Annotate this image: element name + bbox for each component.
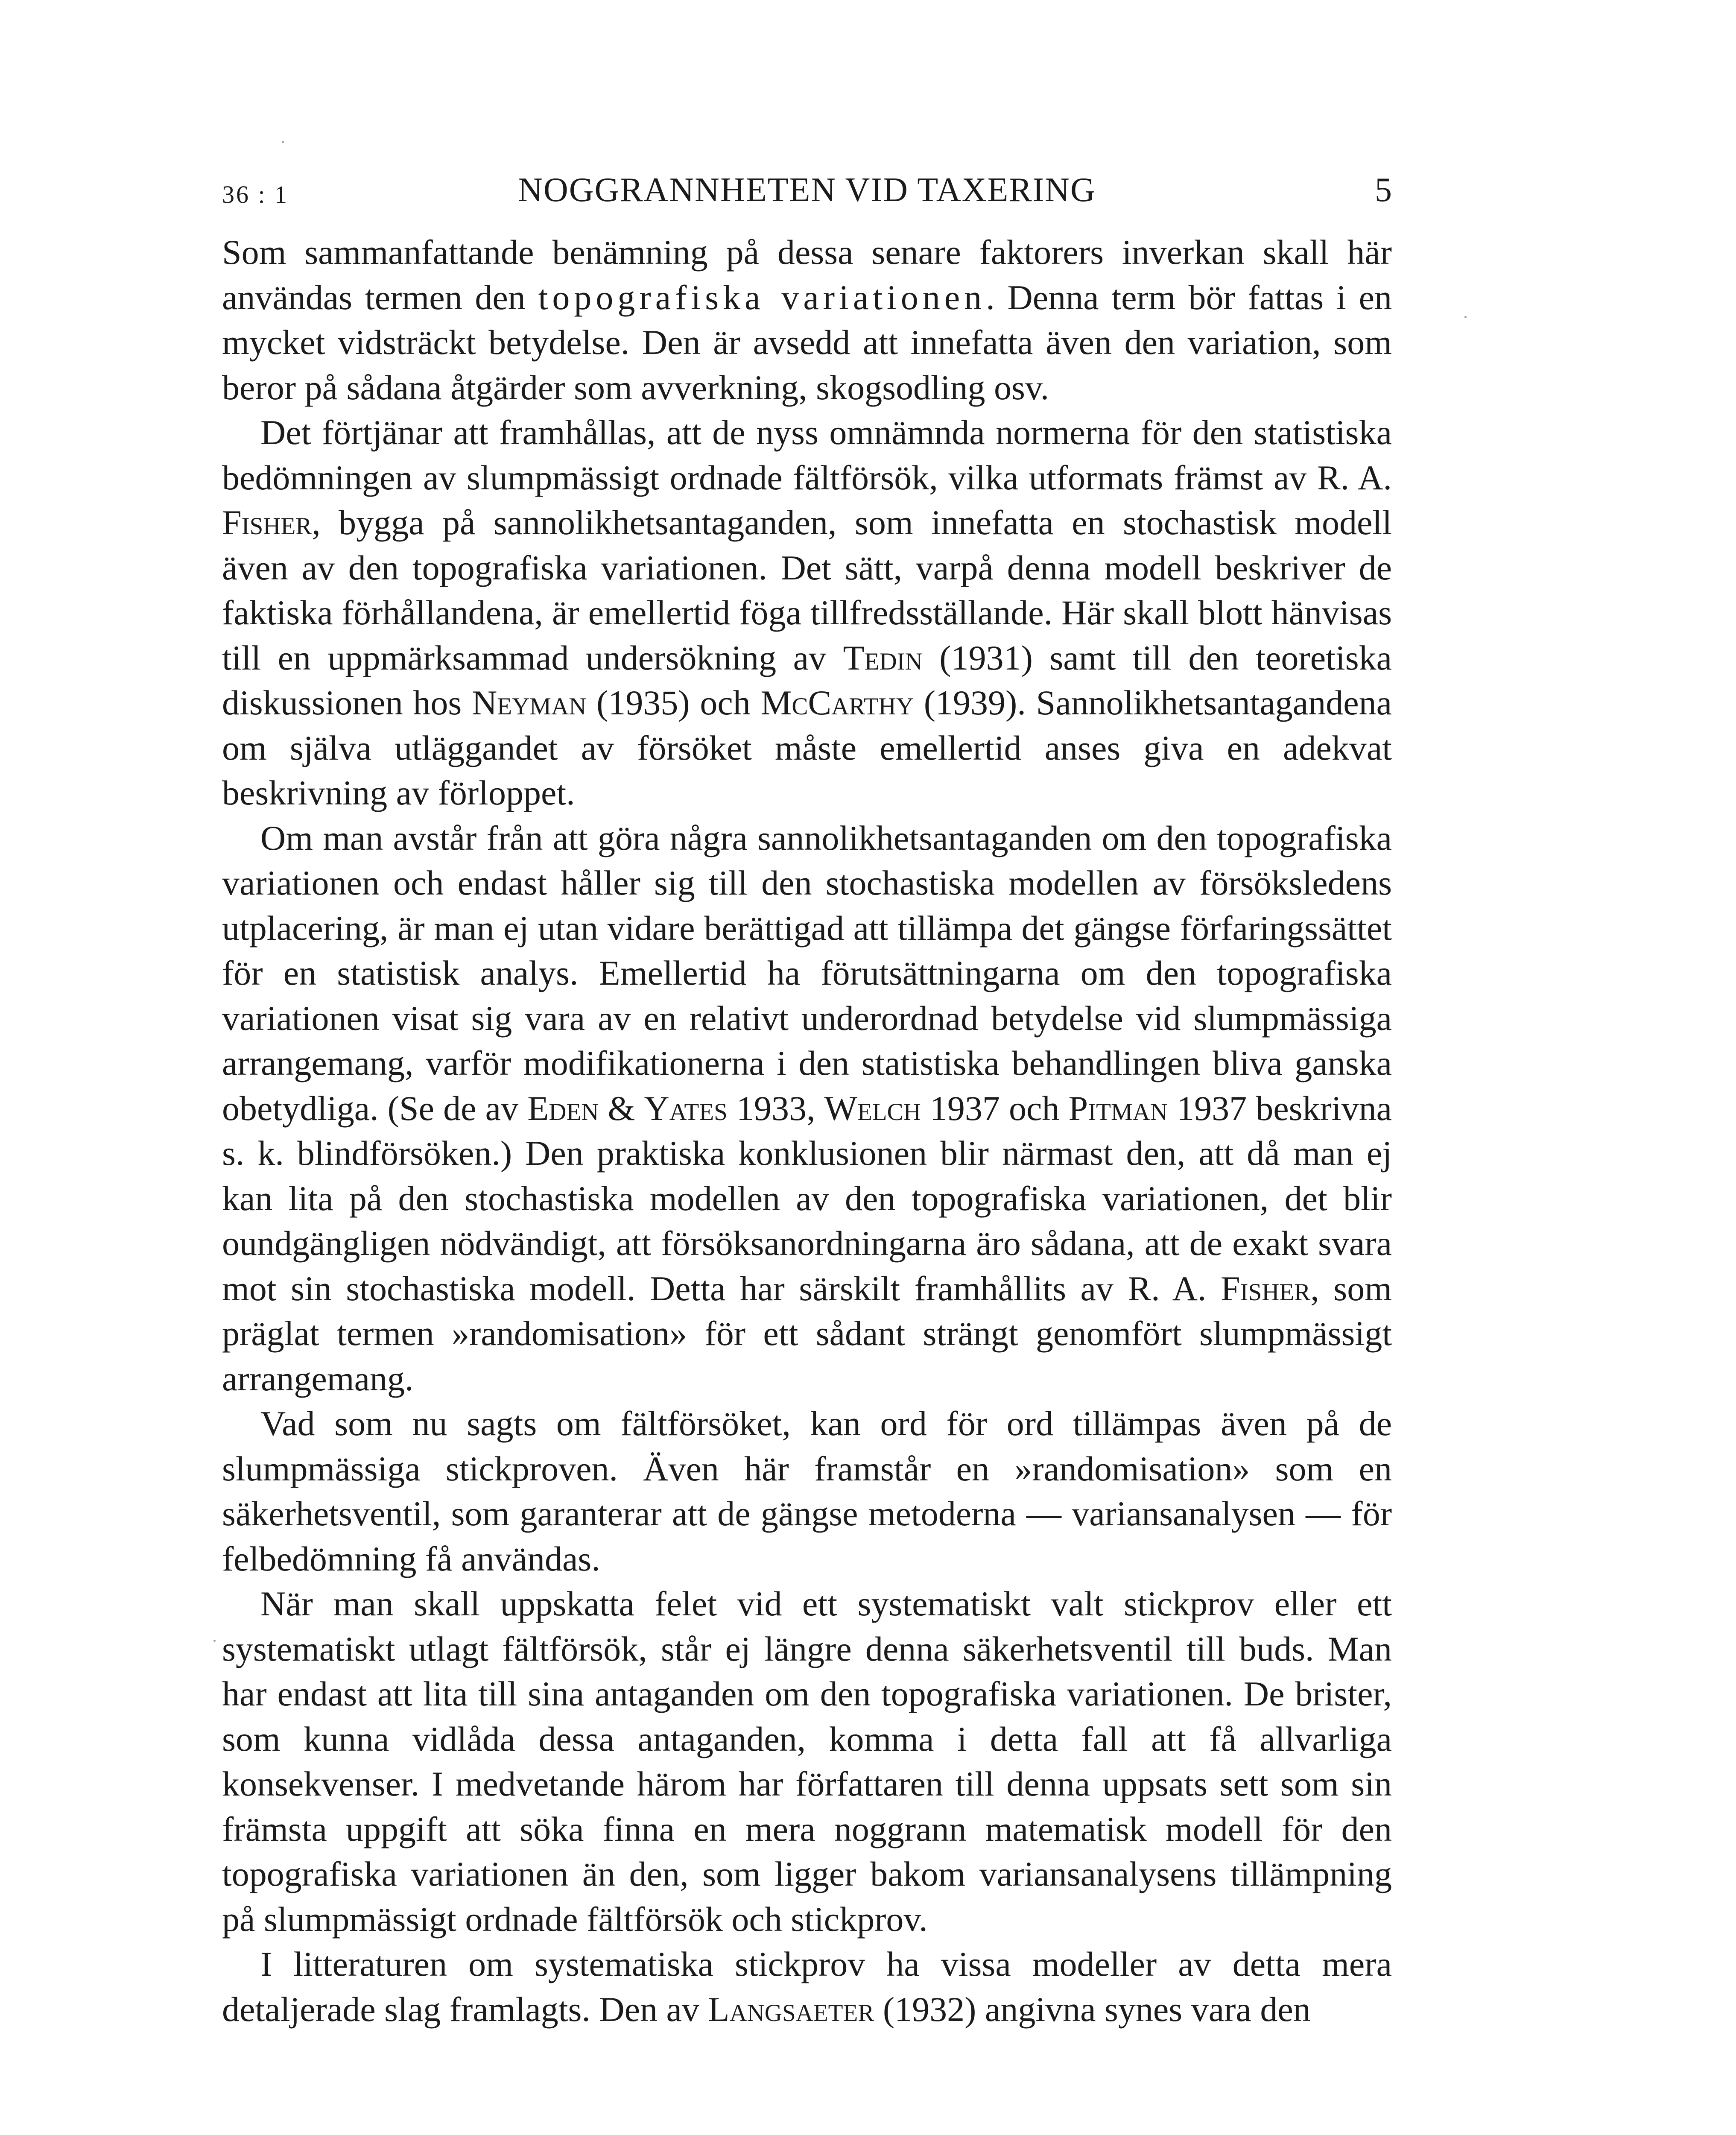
author-name: Fisher — [222, 503, 312, 542]
page-number: 5 — [1375, 171, 1392, 209]
paragraph — [222, 1401, 1392, 1581]
scan-speck — [213, 1640, 216, 1642]
running-title: NOGGRANNHETEN VID TAXERING — [518, 171, 1096, 209]
paragraph — [222, 410, 1392, 816]
author-name: McCarthy — [760, 683, 914, 722]
paragraph — [222, 1581, 1392, 1942]
text-run: (1931) samt till den teoretiska diskussionen hos — [222, 638, 1392, 722]
author-name: Tedin — [843, 638, 923, 677]
paragraph — [222, 1942, 1392, 2032]
scan-speck — [1464, 316, 1467, 318]
text-run: (1935) och — [586, 683, 761, 722]
text-run: . Denna term bör fattas i en mycket vidsträckt betydelse. Den är avsedd att innefatta även den variation, som beror på sådana åtgärder som avverkning, skogsodling osv. — [222, 278, 1392, 407]
author-name: Pitman — [1068, 1088, 1168, 1128]
author-name: Neyman — [472, 683, 587, 722]
running-header — [222, 171, 1392, 218]
body-text — [222, 230, 1392, 2032]
author-name: Yates — [644, 1088, 728, 1128]
text-run: (1939). Sannolikhetsantagandena om själva utläggandet av försöket måste emellertid anses giva en adekvat beskrivning av förloppet. — [222, 683, 1392, 812]
scan-speck — [282, 141, 284, 143]
text-run: Om man avstår från att göra några sannolikhetsantaganden om den topografiska variationen och endast håller sig till den stochastiska modellen av försöksledens utplacering, är man ej utan vidare berättigad att tillämpa det gängse förfaringssättet för en statistisk analys. Emellertid ha förutsättningarna om den topografiska variationen visat sig vara av en relativt underordnad betydelse vid slumpmässiga arrangemang, varför modifikationerna i den statistiska behandlingen bliva ganska obetydliga. (Se de av — [222, 818, 1392, 1128]
text-run: 1933, — [727, 1088, 824, 1128]
text-run: Det förtjänar att framhållas, att de nyss omnämnda normerna för den statistiska bedömningen av slumpmässigt ordnade fältförsök, vilka utformats främst av R. A. — [222, 413, 1392, 497]
text-run: Vad som nu sagts om fältförsöket, kan ord för ord tillämpas även på de slumpmässiga stickproven. Även här framstår en »randomisation» som en säkerhetsventil, som garanterar att de gängse metoderna — variansanalysen — för felbedömning få användas. — [222, 1404, 1392, 1578]
text-run: , som präglat termen »randomisation» för ett sådant strängt genomfört slumpmässigt arrangemang. — [222, 1269, 1392, 1398]
text-run: & — [599, 1088, 644, 1128]
series-number: 36 : 1 — [222, 181, 289, 208]
text-run: 1937 beskrivna s. k. blindförsöken.) Den praktiska konklusionen blir närmast den, att då man ej kan lita på den stochastiska modellen av den topografiska variationen, det blir oundgängligen nödvändigt, att försöksanordningarna äro sådana, att de exakt svara mot sin stochastiska modell. Detta har särskilt framhållits av R. A. — [222, 1088, 1392, 1308]
author-name: Langsaeter — [708, 1989, 874, 2029]
text-run: 1937 och — [921, 1088, 1069, 1128]
author-name: Eden — [527, 1088, 599, 1128]
paragraph — [222, 816, 1392, 1401]
author-name: Welch — [824, 1088, 921, 1128]
text-run: När man skall uppskatta felet vid ett systematiskt valt stickprov eller ett systematiskt utlagt fältförsök, står ej längre denna säkerhetsventil till buds. Man har endast att lita till sina antaganden om den topografiska variationen. De brister, som kunna vidlåda dessa antaganden, komma i detta fall att få allvarliga konsekvenser. I medvetande härom har författaren till denna uppsats sett som sin främsta uppgift att söka finna en mera noggrann matematisk modell för den topografiska variationen än den, som ligger bakom variansanalysens tillämpning på slumpmässigt ordnade fältförsök och stickprov. — [222, 1584, 1392, 1939]
text-run: Som sammanfattande benämning på dessa senare faktorers inverkan skall här användas termen den — [222, 233, 1392, 317]
text-run: I litteraturen om systematiska stickprov ha vissa modeller av detta mera detaljerade slag framlagts. Den av — [222, 1945, 1392, 2029]
text-run: , bygga på sannolikhetsantaganden, som innefatta en stochastisk modell även av den topografiska variationen. Det sätt, varpå denna modell beskriver de faktiska förhållandena, är emellertid föga tillfredsställande. Här skall blott hänvisas till en uppmärksammad undersökning av — [222, 503, 1392, 677]
paragraph — [222, 230, 1392, 410]
emphasized-term: topografiska variationen — [538, 278, 986, 317]
text-run: (1932) angivna synes vara den — [874, 1989, 1311, 2029]
author-name: Fisher — [1220, 1269, 1311, 1308]
